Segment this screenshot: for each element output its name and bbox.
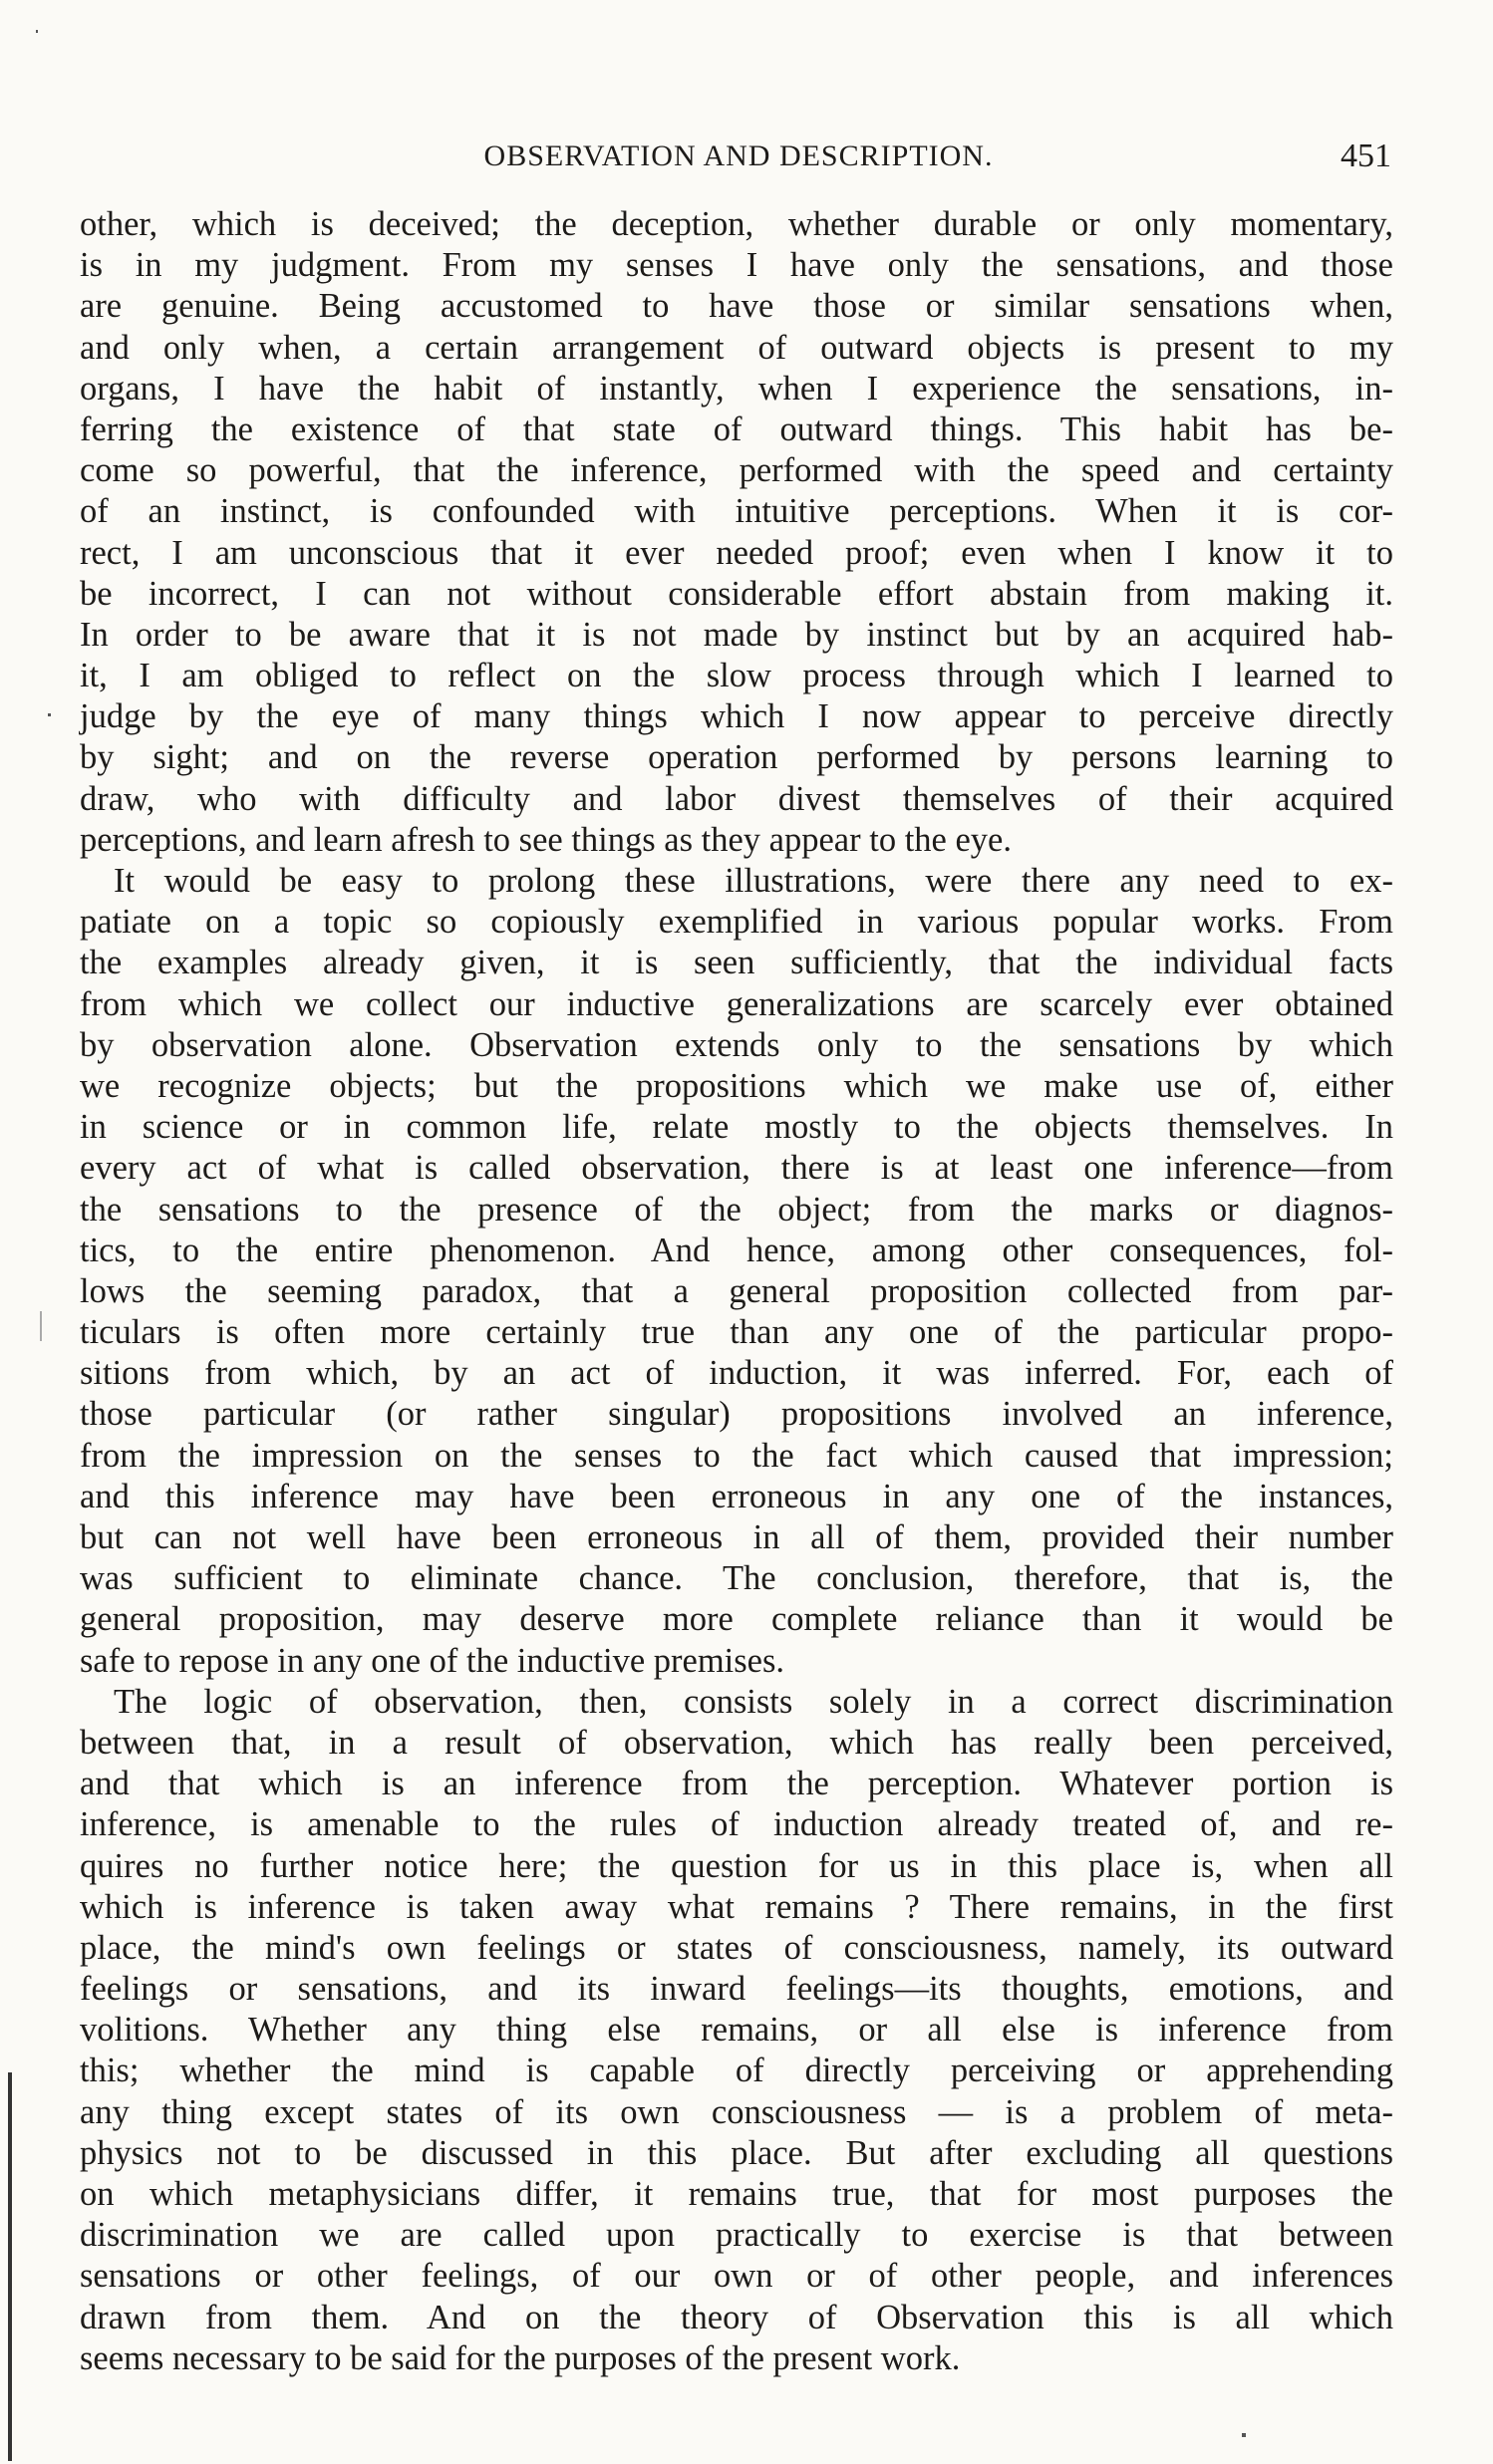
text-line: In order to be aware that it is not made by instinct but by an acquired hab- xyxy=(80,615,1393,654)
text-line: safe to repose in any one of the inductive premises. xyxy=(80,1641,785,1680)
text-line: by sight; and on the reverse operation performed by persons learning to xyxy=(80,738,1393,777)
text-line: which is inference is taken away what remains ? There remains, in the first xyxy=(80,1887,1393,1926)
text-line: ferring the existence of that state of outward things. This habit has be- xyxy=(80,410,1393,448)
text-line: but can not well have been erroneous in all of them, provided their number xyxy=(80,1518,1393,1556)
text-line: patiate on a topic so copiously exemplified in various popular works. From xyxy=(80,903,1393,942)
text-line: between that, in a result of observation, which has really been perceived, xyxy=(80,1723,1393,1762)
text-line: rect, I am unconscious that it ever needed proof; even when I know it to xyxy=(80,533,1393,572)
text-line: ticulars is often more certainly true than any one of the particular propo- xyxy=(80,1313,1393,1352)
text-line: and that which is an inference from the perception. Whatever portion is xyxy=(80,1765,1393,1803)
text-line: judge by the eye of many things which I now appear to perceive directly xyxy=(80,697,1393,736)
text-line: organs, I have the habit of instantly, when I experience the sensations, in- xyxy=(80,369,1393,408)
text-line: those particular (or rather singular) propositions involved an inference, xyxy=(80,1395,1393,1434)
text-line: from which we collect our inductive generalizations are scarcely ever obtained xyxy=(80,984,1393,1023)
text-line: The logic of observation, then, consists solely in a correct discrimination xyxy=(114,1682,1393,1721)
text-line: feelings or sensations, and its inward feelings—its thoughts, emotions, and xyxy=(80,1970,1393,2009)
text-line: every act of what is called observation, there is at least one inference—from xyxy=(80,1149,1393,1188)
text-line: quires no further notice here; the question for us in this place is, when all xyxy=(80,1846,1393,1885)
text-line: of an instinct, is confounded with intuitive perceptions. When it is cor- xyxy=(80,492,1393,531)
text-line: physics not to be discussed in this place. But after excluding all questions xyxy=(80,2133,1393,2172)
text-line: be incorrect, I can not without considerable effort abstain from making it. xyxy=(80,574,1393,613)
body-text xyxy=(80,204,1393,2379)
text-line: are genuine. Being accustomed to have those or similar sensations when, xyxy=(80,287,1393,326)
text-line: was sufficient to eliminate chance. The conclusion, therefore, that is, the xyxy=(80,1559,1393,1598)
page-number: 451 xyxy=(1341,137,1391,174)
text-line: inference, is amenable to the rules of induction already treated of, and re- xyxy=(80,1805,1393,1844)
text-line: perceptions, and learn afresh to see things as they appear to the eye. xyxy=(80,820,1012,859)
text-line: sensations or other feelings, of our own or of other people, and inferences xyxy=(80,2257,1393,2296)
text-line: draw, who with difficulty and labor divest themselves of their acquired xyxy=(80,779,1393,818)
text-line: from the impression on the senses to the fact which caused that impression; xyxy=(80,1436,1393,1475)
text-line: drawn from them. And on the theory of Observation this is all which xyxy=(80,2298,1393,2336)
text-line: we recognize objects; but the propositions which we make use of, either xyxy=(80,1066,1393,1105)
text-line: by observation alone. Observation extends only to the sensations by which xyxy=(80,1025,1393,1064)
text-line: sitions from which, by an act of induction, it was inferred. For, each of xyxy=(80,1354,1393,1393)
text-line: place, the mind's own feelings or states of consciousness, namely, its outward xyxy=(80,1928,1393,1967)
text-line: tics, to the entire phenomenon. And hence, among other consequences, fol- xyxy=(80,1231,1393,1269)
text-line: seems necessary to be said for the purposes of the present work. xyxy=(80,2338,961,2377)
text-line: on which metaphysicians differ, it remains true, that for most purposes the xyxy=(80,2175,1393,2213)
text-line: in science or in common life, relate mostly to the objects themselves. In xyxy=(80,1108,1393,1147)
scan-mark xyxy=(40,1311,42,1341)
text-line: lows the seeming paradox, that a general proposition collected from par- xyxy=(80,1271,1393,1310)
running-head: OBSERVATION AND DESCRIPTION. xyxy=(483,139,994,172)
text-line: it, I am obliged to reflect on the slow process through which I learned to xyxy=(80,657,1393,695)
text-line: It would be easy to prolong these illustrations, were there any need to ex- xyxy=(114,862,1393,900)
text-line: and only when, a certain arrangement of outward objects is present to my xyxy=(80,328,1393,367)
paragraph xyxy=(80,1682,1393,2379)
text-line: any thing except states of its own consciousness — is a problem of meta- xyxy=(80,2092,1393,2131)
text-line: discrimination we are called upon practically to exercise is that between xyxy=(80,2216,1393,2255)
text-line: is in my judgment. From my senses I have only the sensations, and those xyxy=(80,246,1393,285)
text-line: volitions. Whether any thing else remains, or all else is inference from xyxy=(80,2011,1393,2050)
text-line: general proposition, may deserve more complete reliance than it would be xyxy=(80,1600,1393,1639)
scan-mark xyxy=(48,713,51,716)
text-line: the examples already given, it is seen sufficiently, that the individual facts xyxy=(80,944,1393,982)
text-line: this; whether the mind is capable of directly perceiving or apprehending xyxy=(80,2052,1393,2090)
scan-mark xyxy=(8,2072,12,2461)
paragraph xyxy=(80,204,1393,861)
text-line: other, which is deceived; the deception, whether durable or only momentary, xyxy=(80,205,1393,243)
text-line: come so powerful, that the inference, performed with the speed and certainty xyxy=(80,451,1393,490)
paragraph xyxy=(80,861,1393,1682)
text-line: and this inference may have been erroneous in any one of the instances, xyxy=(80,1477,1393,1515)
scan-mark xyxy=(1242,2433,1246,2437)
text-line: the sensations to the presence of the object; from the marks or diagnos- xyxy=(80,1190,1393,1229)
page-header xyxy=(86,139,1391,187)
scan-mark xyxy=(36,30,38,33)
